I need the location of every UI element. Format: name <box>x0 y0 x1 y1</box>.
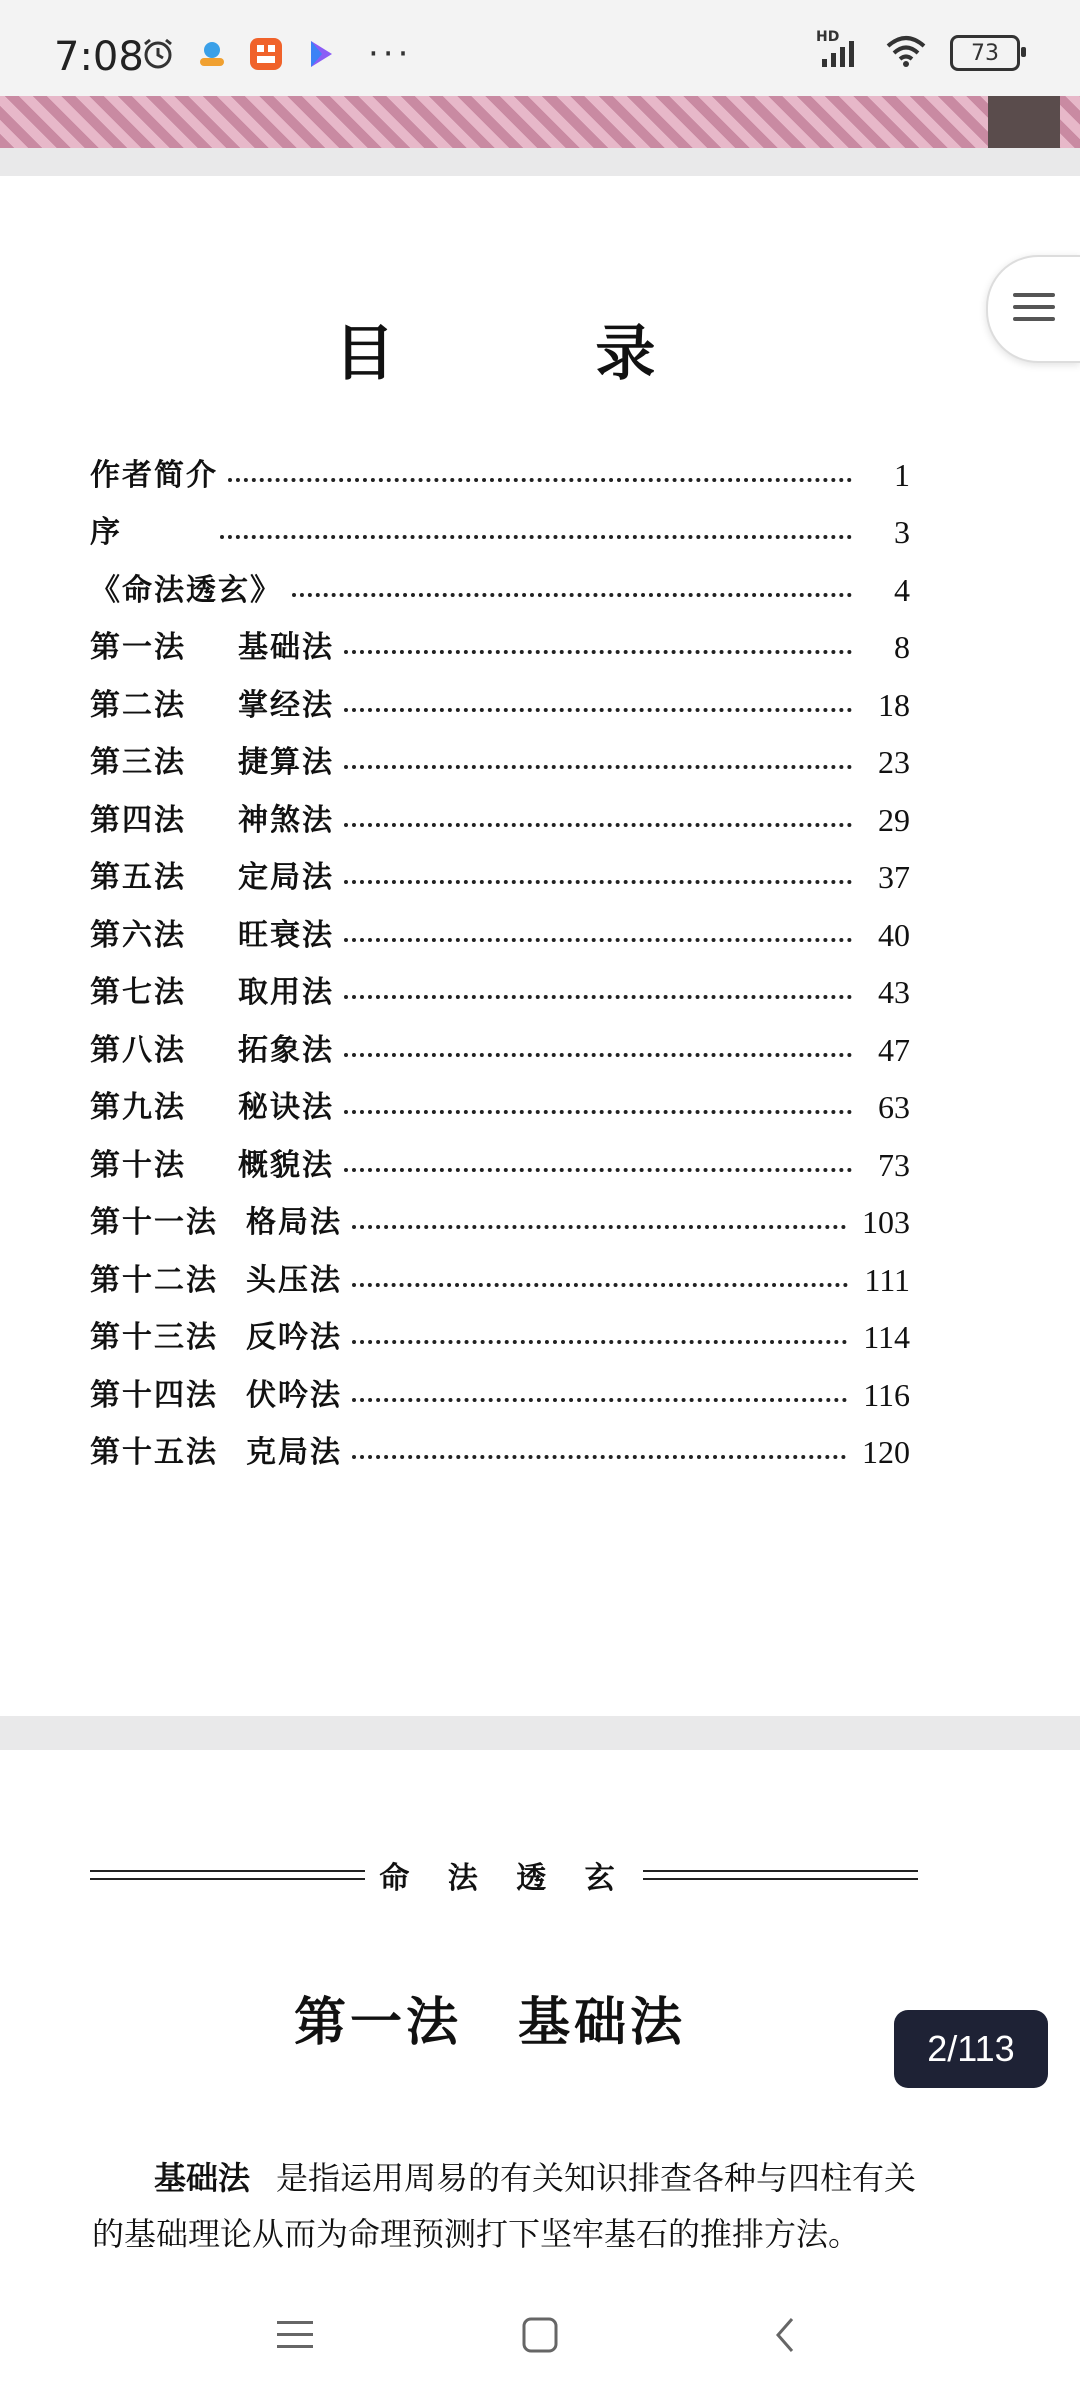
toc-entry <box>90 436 910 494</box>
toc-leader-dots <box>344 822 852 827</box>
toc-entry-title: 概貌法 <box>238 1147 334 1183</box>
toc-entry-chapter: 第一法 <box>90 630 186 665</box>
toc-entry <box>90 1356 910 1414</box>
toc-entry-chapter: 第八法 <box>90 1032 186 1068</box>
toc-leader-dots <box>352 1397 847 1402</box>
toc-entry <box>90 666 910 724</box>
toc-entry <box>90 1126 910 1184</box>
toc-entry <box>90 954 910 1012</box>
toc-leader-dots <box>344 764 852 769</box>
toc-entry-page: 8 <box>894 629 910 665</box>
home-button[interactable] <box>505 2300 575 2370</box>
status-time: 7:08 <box>54 34 144 80</box>
toc-entry <box>90 724 910 782</box>
toc-entry-page: 47 <box>878 1031 910 1068</box>
network-type: HD <box>816 29 840 45</box>
toc-entry <box>90 494 910 552</box>
toc-entry-page: 18 <box>878 686 910 723</box>
alarm-icon <box>140 36 176 72</box>
toc-leader-dots <box>220 534 852 539</box>
status-icons-right <box>816 29 1020 72</box>
toc-leader-dots <box>344 994 852 999</box>
status-more: ··· <box>368 34 413 74</box>
toc-entry-chapter: 《命法透玄》 <box>90 572 282 608</box>
back-icon <box>770 2315 800 2355</box>
previous-page-image-edge <box>988 96 1060 148</box>
toc-entry-chapter: 第十五法 <box>90 1435 218 1470</box>
page-indicator: 2/113 <box>894 2010 1048 2088</box>
toc-entry-chapter: 作者简介 <box>90 457 218 493</box>
toc-leader-dots <box>352 1454 846 1459</box>
status-icons-left <box>140 36 412 72</box>
toc-entry-title: 反吟法 <box>246 1320 342 1355</box>
toc-entry-page: 23 <box>878 744 910 780</box>
toc-entry-title: 拓象法 <box>238 1032 334 1068</box>
toc-page <box>0 176 1080 1716</box>
paragraph-term: 基础法 <box>154 2159 251 2197</box>
toc-entry <box>90 839 910 897</box>
toc-entry-page: 103 <box>862 1204 910 1240</box>
toc-entry-title: 伏吟法 <box>246 1377 342 1413</box>
toc-leader-dots <box>352 1282 848 1287</box>
toc-entry-title: 取用法 <box>238 975 334 1010</box>
toc-leader-dots <box>228 477 852 482</box>
toc-entry <box>90 1069 910 1127</box>
toc-entry-page: 111 <box>864 1261 910 1298</box>
wifi-icon <box>884 34 928 72</box>
toc-leader-dots <box>344 1109 852 1114</box>
toc-entry-title: 克局法 <box>246 1435 342 1470</box>
signal-icon <box>816 29 862 69</box>
toc-entry-chapter: 第三法 <box>90 745 186 780</box>
toc-entry-page: 1 <box>894 456 910 493</box>
toc-entry-chapter: 第四法 <box>90 802 186 838</box>
toc-leader-dots <box>344 879 852 884</box>
toc-entry-chapter: 第十二法 <box>90 1262 218 1298</box>
toc-entry-chapter: 第六法 <box>90 917 186 953</box>
toc-entry-chapter: 第十四法 <box>90 1377 218 1413</box>
toc-entry-chapter: 第十法 <box>90 1147 186 1183</box>
toc-entry-page: 120 <box>862 1434 910 1470</box>
toc-entry <box>90 609 910 667</box>
navigation-bar <box>0 2270 1080 2400</box>
chapter-paragraph <box>92 2150 922 2262</box>
banner-line-left <box>90 1870 365 1880</box>
chapter-title: 第一法 基础法 <box>293 1992 686 2053</box>
battery-level: 73 <box>971 40 999 66</box>
toc-entry-page: 43 <box>878 974 910 1010</box>
toc-entry-chapter: 第十一法 <box>90 1205 218 1240</box>
toc-entry-page: 73 <box>878 1146 910 1183</box>
status-bar <box>0 0 1080 96</box>
toc-entry-title: 头压法 <box>246 1262 342 1298</box>
toc-entry <box>90 551 910 609</box>
toc-leader-dots <box>344 1167 852 1172</box>
hamburger-menu-icon <box>1011 289 1057 329</box>
toc-entry-title: 掌经法 <box>238 687 334 723</box>
play-icon <box>302 36 338 72</box>
toc-entry-title: 秘诀法 <box>238 1090 334 1125</box>
toc-entry-chapter: 序 <box>90 515 122 550</box>
toc-entry <box>90 781 910 839</box>
toc-entry-title: 定局法 <box>238 860 334 895</box>
toc-leader-dots <box>292 592 852 597</box>
menu-icon <box>275 2317 315 2353</box>
toc-entry <box>90 896 910 954</box>
toc-entry-chapter: 第九法 <box>90 1090 186 1125</box>
toc-entry-page: 40 <box>878 916 910 953</box>
toc-entry-chapter: 第二法 <box>90 687 186 723</box>
previous-page-strip <box>0 96 1080 148</box>
toc-leader-dots <box>344 707 852 712</box>
toc-list <box>90 436 910 1471</box>
home-icon <box>520 2315 560 2355</box>
banner-line-right <box>643 1870 918 1880</box>
back-button[interactable] <box>750 2300 820 2370</box>
toc-leader-dots <box>352 1339 847 1344</box>
toc-entry <box>90 1241 910 1299</box>
toc-entry-page: 116 <box>863 1376 910 1413</box>
toc-entry <box>90 1011 910 1069</box>
toc-entry <box>90 1184 910 1242</box>
cloud-app-icon <box>194 36 230 72</box>
toc-entry <box>90 1414 910 1472</box>
toc-entry-chapter: 第七法 <box>90 975 186 1010</box>
toc-entry-page: 114 <box>863 1319 910 1355</box>
page-banner <box>90 1860 918 1896</box>
floating-menu-button[interactable] <box>986 255 1080 363</box>
toc-entry-chapter: 第十三法 <box>90 1320 218 1355</box>
toc-title: 目 录 <box>334 319 746 389</box>
battery-icon <box>950 35 1020 71</box>
toc-entry-title: 旺衰法 <box>238 917 334 953</box>
toc-leader-dots <box>352 1224 846 1229</box>
toc-entry <box>90 1299 910 1357</box>
toc-entry-title: 神煞法 <box>238 802 334 838</box>
paragraph-text: 是指运用周易的有关知识排查各种与四柱有关的基础理论从而为命理预测打下坚牢基石的推排方法。 <box>92 2159 917 2253</box>
toc-entry-chapter: 第五法 <box>90 860 186 895</box>
toc-entry-title: 基础法 <box>238 630 334 665</box>
toc-leader-dots <box>344 937 852 942</box>
toc-entry-page: 63 <box>878 1089 910 1125</box>
toc-leader-dots <box>344 1052 852 1057</box>
toc-entry-title: 捷算法 <box>238 745 334 780</box>
recent-apps-button[interactable] <box>260 2300 330 2370</box>
toc-entry-title: 格局法 <box>246 1205 342 1240</box>
toc-entry-page: 4 <box>894 571 910 608</box>
orange-app-icon <box>248 36 284 72</box>
toc-entry-page: 37 <box>878 859 910 895</box>
banner-text: 命 法 透 玄 <box>379 1861 629 1896</box>
toc-entry-page: 3 <box>894 514 910 550</box>
toc-entry-page: 29 <box>878 801 910 838</box>
toc-leader-dots <box>344 649 852 654</box>
